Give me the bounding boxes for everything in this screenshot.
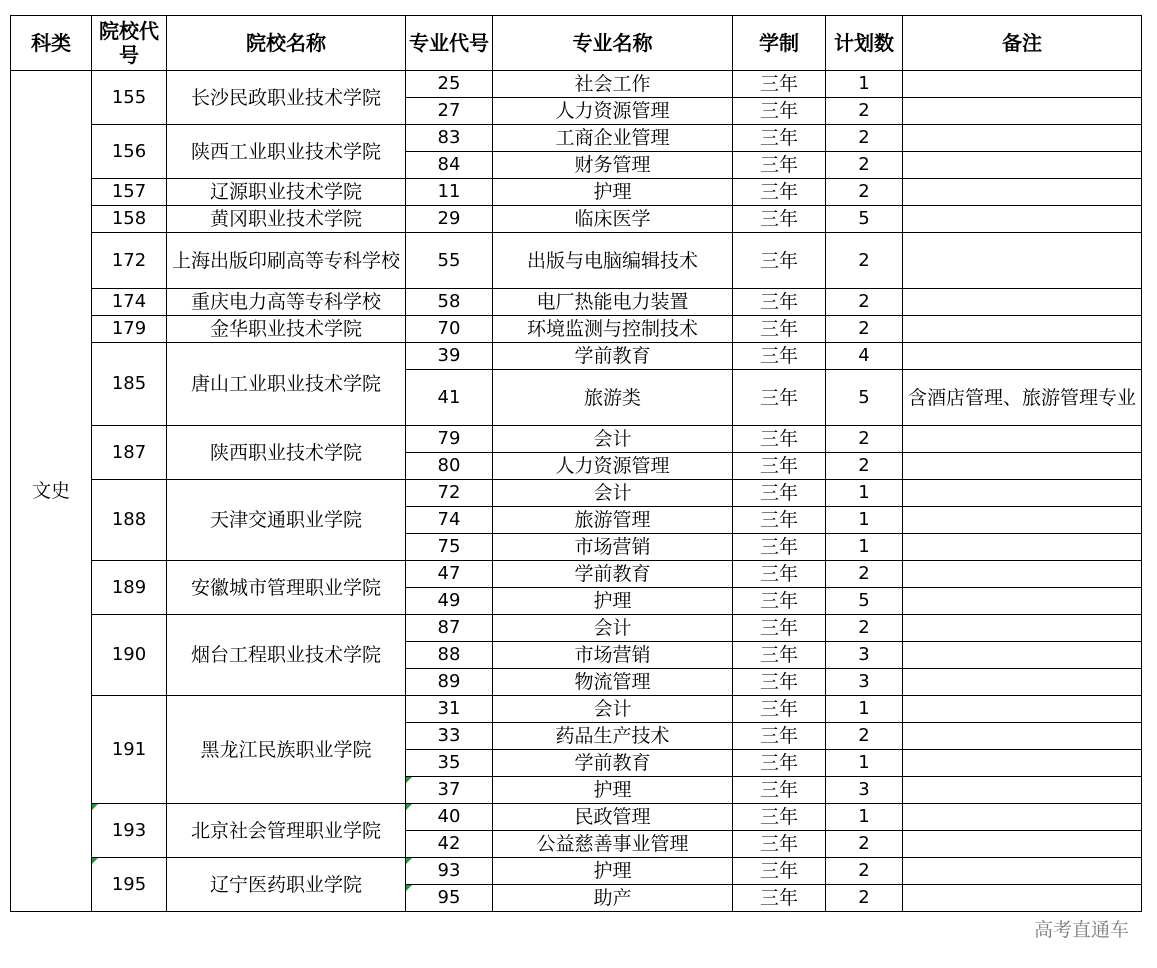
note-cell [903, 343, 1142, 370]
header-category: 科类 [11, 16, 92, 71]
major-code-cell: 83 [406, 125, 493, 152]
plan-count-cell: 2 [826, 179, 903, 206]
major-code-cell: 93 [406, 858, 493, 885]
major-name-cell: 护理 [493, 858, 733, 885]
table-row [11, 561, 1142, 588]
plan-count-cell: 1 [826, 480, 903, 507]
note-cell [903, 858, 1142, 885]
major-name-cell: 学前教育 [493, 343, 733, 370]
duration-cell: 三年 [733, 480, 826, 507]
plan-count-cell: 3 [826, 642, 903, 669]
duration-cell: 三年 [733, 206, 826, 233]
major-code-cell: 47 [406, 561, 493, 588]
note-cell [903, 480, 1142, 507]
table-row [11, 480, 1142, 507]
major-name-cell: 助产 [493, 885, 733, 912]
duration-cell: 三年 [733, 233, 826, 289]
school-code-cell: 157 [92, 179, 167, 206]
plan-count-cell: 2 [826, 426, 903, 453]
header-major-code: 专业代号 [406, 16, 493, 71]
duration-cell: 三年 [733, 507, 826, 534]
plan-count-cell: 2 [826, 885, 903, 912]
plan-count-cell: 4 [826, 343, 903, 370]
major-code-cell: 42 [406, 831, 493, 858]
duration-cell: 三年 [733, 370, 826, 426]
major-name-cell: 社会工作 [493, 71, 733, 98]
major-code-cell: 84 [406, 152, 493, 179]
table-row [11, 233, 1142, 289]
header-school-name: 院校名称 [167, 16, 406, 71]
table-row [11, 316, 1142, 343]
note-cell [903, 316, 1142, 343]
plan-count-cell: 1 [826, 750, 903, 777]
major-code-cell: 75 [406, 534, 493, 561]
table-row [11, 858, 1142, 885]
major-name-cell: 会计 [493, 696, 733, 723]
admission-plan-table [10, 15, 1142, 912]
major-code-cell: 79 [406, 426, 493, 453]
plan-count-cell: 1 [826, 804, 903, 831]
major-code-cell: 95 [406, 885, 493, 912]
major-code-cell: 70 [406, 316, 493, 343]
note-cell [903, 561, 1142, 588]
plan-count-cell: 5 [826, 588, 903, 615]
major-code-cell: 33 [406, 723, 493, 750]
major-name-cell: 市场营销 [493, 534, 733, 561]
major-code-cell: 55 [406, 233, 493, 289]
school-code-cell: 155 [92, 71, 167, 125]
major-code-cell: 74 [406, 507, 493, 534]
duration-cell: 三年 [733, 750, 826, 777]
note-cell [903, 206, 1142, 233]
note-cell [903, 615, 1142, 642]
school-name-cell: 黑龙江民族职业学院 [167, 696, 406, 804]
major-code-cell: 11 [406, 179, 493, 206]
table-body [11, 71, 1142, 912]
duration-cell: 三年 [733, 858, 826, 885]
major-code-cell: 35 [406, 750, 493, 777]
plan-count-cell: 2 [826, 289, 903, 316]
plan-count-cell: 1 [826, 696, 903, 723]
duration-cell: 三年 [733, 696, 826, 723]
major-code-cell: 39 [406, 343, 493, 370]
duration-cell: 三年 [733, 669, 826, 696]
major-name-cell: 出版与电脑编辑技术 [493, 233, 733, 289]
school-code-cell: 188 [92, 480, 167, 561]
major-name-cell: 环境监测与控制技术 [493, 316, 733, 343]
plan-count-cell: 2 [826, 316, 903, 343]
plan-count-cell: 3 [826, 777, 903, 804]
header-plan-count: 计划数 [826, 16, 903, 71]
major-name-cell: 临床医学 [493, 206, 733, 233]
school-name-cell: 辽源职业技术学院 [167, 179, 406, 206]
plan-count-cell: 2 [826, 615, 903, 642]
note-cell [903, 831, 1142, 858]
duration-cell: 三年 [733, 804, 826, 831]
major-code-cell: 29 [406, 206, 493, 233]
duration-cell: 三年 [733, 426, 826, 453]
major-name-cell: 护理 [493, 777, 733, 804]
school-name-cell: 北京社会管理职业学院 [167, 804, 406, 858]
table-row [11, 206, 1142, 233]
note-cell [903, 642, 1142, 669]
duration-cell: 三年 [733, 179, 826, 206]
school-code-cell: 156 [92, 125, 167, 179]
duration-cell: 三年 [733, 453, 826, 480]
major-code-cell: 49 [406, 588, 493, 615]
table-row [11, 804, 1142, 831]
table-row [11, 615, 1142, 642]
duration-cell: 三年 [733, 534, 826, 561]
school-name-cell: 金华职业技术学院 [167, 316, 406, 343]
duration-cell: 三年 [733, 588, 826, 615]
major-name-cell: 护理 [493, 588, 733, 615]
major-name-cell: 会计 [493, 480, 733, 507]
note-cell [903, 98, 1142, 125]
school-code-cell: 195 [92, 858, 167, 912]
major-name-cell: 人力资源管理 [493, 98, 733, 125]
plan-count-cell: 2 [826, 831, 903, 858]
note-cell [903, 588, 1142, 615]
note-cell: 含酒店管理、旅游管理专业 [903, 370, 1142, 426]
note-cell [903, 804, 1142, 831]
table-row [11, 343, 1142, 370]
duration-cell: 三年 [733, 777, 826, 804]
major-code-cell: 80 [406, 453, 493, 480]
major-code-cell: 37 [406, 777, 493, 804]
plan-count-cell: 2 [826, 858, 903, 885]
note-cell [903, 507, 1142, 534]
note-cell [903, 152, 1142, 179]
major-name-cell: 会计 [493, 426, 733, 453]
major-name-cell: 药品生产技术 [493, 723, 733, 750]
note-cell [903, 179, 1142, 206]
note-cell [903, 669, 1142, 696]
plan-count-cell: 5 [826, 206, 903, 233]
header-note: 备注 [903, 16, 1142, 71]
school-name-cell: 安徽城市管理职业学院 [167, 561, 406, 615]
major-code-cell: 89 [406, 669, 493, 696]
school-name-cell: 长沙民政职业技术学院 [167, 71, 406, 125]
header-row [11, 16, 1142, 71]
school-name-cell: 唐山工业职业技术学院 [167, 343, 406, 426]
school-code-cell: 185 [92, 343, 167, 426]
major-name-cell: 物流管理 [493, 669, 733, 696]
duration-cell: 三年 [733, 71, 826, 98]
duration-cell: 三年 [733, 125, 826, 152]
major-code-cell: 58 [406, 289, 493, 316]
duration-cell: 三年 [733, 289, 826, 316]
duration-cell: 三年 [733, 831, 826, 858]
category-cell: 文史 [11, 71, 92, 912]
school-code-cell: 174 [92, 289, 167, 316]
table-row [11, 71, 1142, 98]
major-name-cell: 学前教育 [493, 750, 733, 777]
table-row [11, 289, 1142, 316]
major-name-cell: 护理 [493, 179, 733, 206]
major-code-cell: 72 [406, 480, 493, 507]
duration-cell: 三年 [733, 98, 826, 125]
header-major-name: 专业名称 [493, 16, 733, 71]
school-name-cell: 上海出版印刷高等专科学校 [167, 233, 406, 289]
school-code-cell: 179 [92, 316, 167, 343]
table-row [11, 125, 1142, 152]
plan-count-cell: 1 [826, 507, 903, 534]
school-code-cell: 193 [92, 804, 167, 858]
plan-count-cell: 2 [826, 152, 903, 179]
duration-cell: 三年 [733, 642, 826, 669]
note-cell [903, 696, 1142, 723]
watermark: 高考直通车 [1033, 919, 1129, 941]
note-cell [903, 885, 1142, 912]
school-name-cell: 天津交通职业学院 [167, 480, 406, 561]
duration-cell: 三年 [733, 316, 826, 343]
header-duration: 学制 [733, 16, 826, 71]
plan-count-cell: 2 [826, 561, 903, 588]
major-code-cell: 87 [406, 615, 493, 642]
school-name-cell: 陕西工业职业技术学院 [167, 125, 406, 179]
school-code-cell: 191 [92, 696, 167, 804]
duration-cell: 三年 [733, 343, 826, 370]
plan-count-cell: 2 [826, 453, 903, 480]
major-name-cell: 旅游类 [493, 370, 733, 426]
school-name-cell: 重庆电力高等专科学校 [167, 289, 406, 316]
duration-cell: 三年 [733, 152, 826, 179]
note-cell [903, 453, 1142, 480]
major-code-cell: 31 [406, 696, 493, 723]
table-row [11, 179, 1142, 206]
school-name-cell: 辽宁医药职业学院 [167, 858, 406, 912]
note-cell [903, 534, 1142, 561]
school-code-cell: 189 [92, 561, 167, 615]
major-name-cell: 民政管理 [493, 804, 733, 831]
plan-count-cell: 5 [826, 370, 903, 426]
table-row [11, 426, 1142, 453]
note-cell [903, 289, 1142, 316]
note-cell [903, 777, 1142, 804]
major-code-cell: 27 [406, 98, 493, 125]
major-name-cell: 人力资源管理 [493, 453, 733, 480]
school-code-cell: 158 [92, 206, 167, 233]
major-name-cell: 市场营销 [493, 642, 733, 669]
note-cell [903, 125, 1142, 152]
plan-count-cell: 2 [826, 233, 903, 289]
plan-count-cell: 3 [826, 669, 903, 696]
school-name-cell: 烟台工程职业技术学院 [167, 615, 406, 696]
duration-cell: 三年 [733, 885, 826, 912]
major-name-cell: 公益慈善事业管理 [493, 831, 733, 858]
major-code-cell: 41 [406, 370, 493, 426]
school-code-cell: 190 [92, 615, 167, 696]
plan-count-cell: 1 [826, 534, 903, 561]
major-name-cell: 财务管理 [493, 152, 733, 179]
major-code-cell: 40 [406, 804, 493, 831]
note-cell [903, 426, 1142, 453]
major-name-cell: 学前教育 [493, 561, 733, 588]
note-cell [903, 71, 1142, 98]
school-code-cell: 187 [92, 426, 167, 480]
major-name-cell: 工商企业管理 [493, 125, 733, 152]
school-name-cell: 陕西职业技术学院 [167, 426, 406, 480]
duration-cell: 三年 [733, 723, 826, 750]
note-cell [903, 723, 1142, 750]
duration-cell: 三年 [733, 615, 826, 642]
major-name-cell: 会计 [493, 615, 733, 642]
school-code-cell: 172 [92, 233, 167, 289]
duration-cell: 三年 [733, 561, 826, 588]
plan-count-cell: 1 [826, 71, 903, 98]
note-cell [903, 750, 1142, 777]
table-row [11, 696, 1142, 723]
plan-count-cell: 2 [826, 125, 903, 152]
school-name-cell: 黄冈职业技术学院 [167, 206, 406, 233]
note-cell [903, 233, 1142, 289]
plan-count-cell: 2 [826, 723, 903, 750]
header-school-code: 院校代号 [92, 16, 167, 71]
major-code-cell: 25 [406, 71, 493, 98]
major-name-cell: 电厂热能电力装置 [493, 289, 733, 316]
major-name-cell: 旅游管理 [493, 507, 733, 534]
plan-count-cell: 2 [826, 98, 903, 125]
major-code-cell: 88 [406, 642, 493, 669]
